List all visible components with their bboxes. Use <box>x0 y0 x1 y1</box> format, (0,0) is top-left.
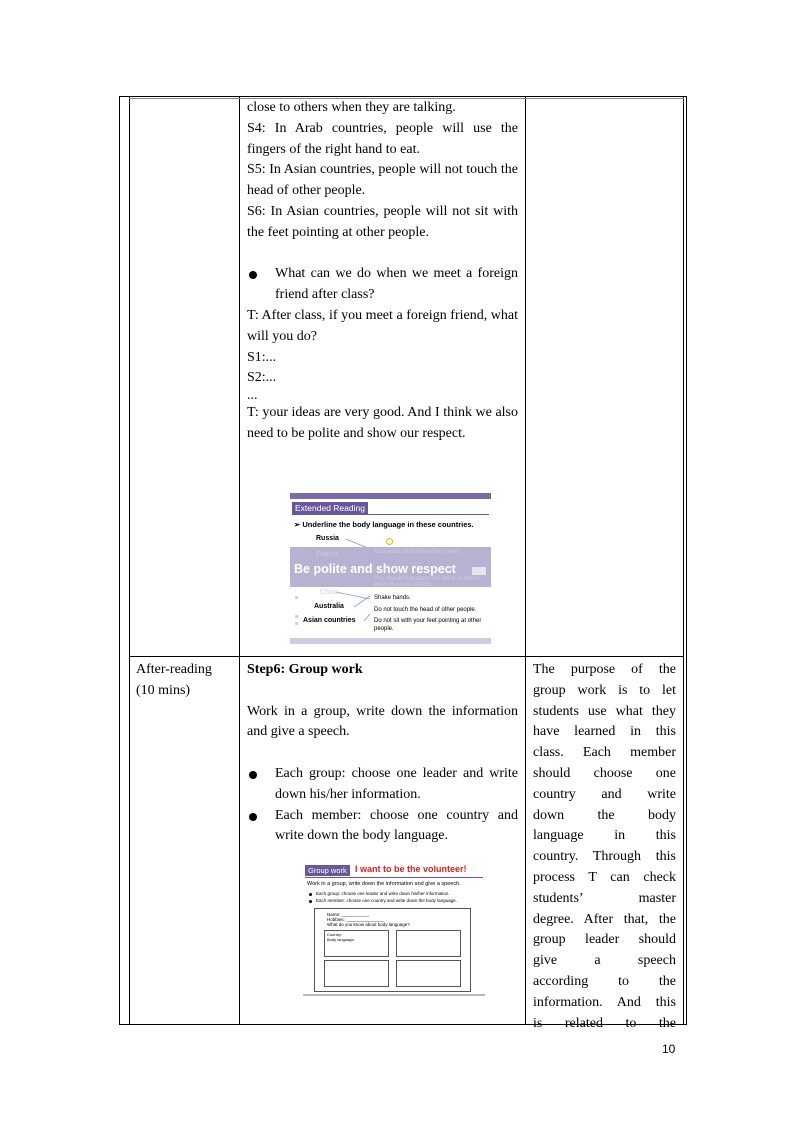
purpose-line: should choose one <box>533 765 676 781</box>
step-title: Step6: Group work <box>247 662 363 677</box>
purpose-line: have learned in this <box>533 724 676 740</box>
page-number: 10 <box>662 1042 676 1056</box>
desc-shake-hands: Shake hands. <box>374 595 411 601</box>
worksheet-body: Body language: <box>327 937 355 942</box>
line-s4: S4: In Arab countries, people will use the fingers of the right hand to eat. <box>247 120 518 157</box>
purpose-line: give a speech <box>533 953 676 969</box>
worksheet-question: What do you know about body language? <box>327 922 410 927</box>
purpose-line: down the body <box>533 807 676 823</box>
student-1: S1:... <box>247 349 277 365</box>
table-border-left <box>119 96 120 1025</box>
row2-content-cell <box>247 660 518 847</box>
extended-reading-slide <box>290 493 491 644</box>
teacher-response: T: your ideas are very good. And I think we also need to be polite and show our respect. <box>247 405 518 441</box>
dot-icon <box>295 596 298 599</box>
faint-line-1: Kiss each other when they meet. <box>374 549 462 555</box>
bullet-each-member: Each member: choose one country and write down the body language. <box>275 807 518 844</box>
row-divider <box>129 656 684 657</box>
slide-banner-text: Be polite and show respect <box>294 562 456 576</box>
purpose-line: according to the <box>533 973 676 989</box>
bullet-item <box>247 264 518 306</box>
desc-people: people. <box>374 626 394 632</box>
country-asian: Asian countries <box>303 617 356 624</box>
slide-bullet-2: Each member: choose one country and write down the body language. <box>316 898 457 903</box>
bullet-dot-icon <box>249 771 257 779</box>
purpose-line: degree. After that, the <box>533 911 676 927</box>
purpose-line: process T can check <box>533 869 676 885</box>
slide-bottom-bar <box>290 638 491 644</box>
slide-instruction: ➢ Underline the body language in these countries. <box>294 520 474 529</box>
country-china: China <box>320 589 339 596</box>
slide-title: I want to be the volunteer! <box>355 864 467 874</box>
bullet-dot-icon <box>309 900 312 903</box>
country-australia: Australia <box>314 603 344 610</box>
worksheet-box-4 <box>396 960 461 987</box>
slide-tab-label: Group work <box>305 865 350 876</box>
stage-label: After-reading <box>136 662 212 677</box>
group-work-slide <box>303 860 485 996</box>
purpose-line: The purpose of the <box>533 662 676 677</box>
desc-head: Do not touch the head of other people. <box>374 607 477 613</box>
stage-cell <box>136 660 236 702</box>
bullet-dot-icon <box>249 813 257 821</box>
line-s5: S5: In Asian countries, people will not touch the head of other people. <box>247 162 518 199</box>
bullet-question: What can we do when we meet a foreign friend after class? <box>275 266 518 303</box>
slide-tab-label: Extended Reading <box>292 502 368 514</box>
faint-line-2: You should not stand too close to others <box>374 576 481 582</box>
stage-time: (10 mins) <box>136 682 191 698</box>
purpose-line: group work is to let <box>533 682 676 698</box>
purpose-line: language in this <box>533 828 676 844</box>
row1-content-cell <box>247 98 518 445</box>
purpose-line: country. Through this <box>533 849 676 865</box>
line-s6: S6: In Asian countries, people will not sit with the feet pointing at other people. <box>247 203 518 240</box>
desc-feet: Do not sit with your feet pointing at other <box>374 618 482 624</box>
bullet-each-group: Each group: choose one leader and write down his/her information. <box>275 765 518 802</box>
ellipsis: ... <box>247 388 258 404</box>
slide-instruction: Work in a group, write down the information and give a speech. <box>307 881 461 887</box>
purpose-line: country and write <box>533 786 676 802</box>
table-divider-1 <box>129 96 130 1025</box>
worksheet-name: Name: ___________ <box>327 912 370 917</box>
banner-badge-icon <box>472 567 486 575</box>
dot-icon <box>295 615 298 618</box>
country-france: France <box>316 551 338 558</box>
purpose-line: information. And this <box>533 994 676 1010</box>
table-divider-3 <box>525 96 526 1025</box>
table-border-right <box>686 96 687 1025</box>
faint-line-3: when they are talking. <box>374 582 433 588</box>
slide-bullet-1: Each group: choose one leader and write down his/her information. <box>316 891 450 896</box>
table-divider-2 <box>239 96 240 1025</box>
bullet-dot-icon <box>309 893 312 896</box>
slide-tab-underline <box>305 877 483 878</box>
dot-icon <box>295 622 298 625</box>
purpose-line: is related to the <box>533 1015 676 1031</box>
worksheet-country: Country: <box>327 932 343 937</box>
purpose-line: students use what they <box>533 703 676 719</box>
student-2: S2:... <box>247 370 277 386</box>
purpose-cell <box>533 660 676 1034</box>
worksheet-box-3 <box>324 960 389 987</box>
line-close-to-others: close to others when they are talking. <box>247 100 456 115</box>
table-top-border <box>119 96 687 97</box>
worksheet-box-2 <box>396 930 461 957</box>
bullet-dot-icon <box>249 271 257 279</box>
country-russia: Russia <box>316 535 339 542</box>
bullet-item <box>247 806 518 848</box>
purpose-line: students’ master <box>533 890 676 906</box>
worksheet-hobbies: Hobbies: _______________ <box>327 917 384 922</box>
purpose-line: group leader should <box>533 932 676 948</box>
group-work-intro: Work in a group, write down the information and give a speech. <box>247 703 518 740</box>
bullet-item <box>247 764 518 806</box>
teacher-question: T: After class, if you meet a foreign friend, what will you do? <box>247 307 518 344</box>
table-divider-4 <box>683 96 684 1025</box>
purpose-line: class. Each member <box>533 745 676 761</box>
